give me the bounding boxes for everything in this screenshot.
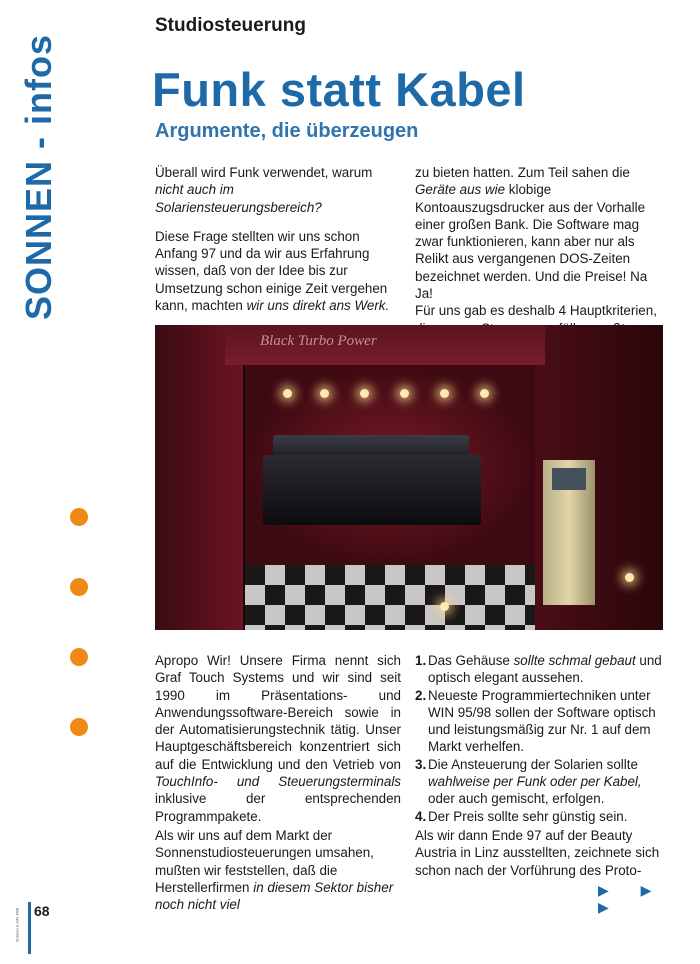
orange-bullet-dot (70, 578, 88, 596)
paragraph (415, 164, 661, 302)
terminal-screen (552, 468, 586, 490)
text: Neueste Programmiertechniken unter WIN 95/98 sollen der Software optisch und leistungsmäßig zur Nr. 1 auf dem Markt verhelfen. (428, 687, 656, 755)
italic-text: Geräte aus wie (415, 182, 506, 198)
italic-text: wir uns direkt ans Werk. (246, 298, 390, 314)
section-label: Studiosteuerung (155, 15, 306, 36)
text-column-5 (155, 827, 401, 925)
text: Das Gehäuse (428, 653, 514, 668)
checkered-floor (245, 565, 535, 630)
orange-bullet-dot (70, 648, 88, 666)
italic-text: wahlweise per Funk oder per Kabel, (428, 774, 642, 790)
list-item (415, 808, 665, 825)
orange-bullet-dot (70, 508, 88, 526)
floor-light (625, 573, 634, 582)
list-item (415, 756, 665, 808)
orange-bullet-dot (70, 718, 88, 736)
ceiling-light (283, 389, 292, 398)
text: Die Ansteuerung der Solarien sollte (428, 756, 638, 772)
paragraph: Für uns gab es deshalb 4 Hauptkriterien, (415, 303, 657, 319)
text-column-2 (415, 164, 661, 349)
ceiling-light (400, 389, 409, 398)
photo-left-wall (155, 325, 243, 630)
criteria-list (415, 652, 665, 825)
page-number: 68 (34, 903, 50, 919)
solarium-bed (263, 455, 481, 525)
paragraph (155, 652, 401, 825)
list-item (415, 687, 665, 756)
article-headline: Funk statt Kabel (152, 63, 526, 116)
italic-text: TouchInfo- und Steuerungsterminals (155, 774, 401, 790)
ceiling-light (480, 389, 489, 398)
italic-text: in diesem Sektor bisher noch nicht viel (155, 879, 394, 913)
ceiling-light (320, 389, 329, 398)
criteria-list-column (415, 652, 665, 825)
text: Als wir uns auf dem Markt der Sonnenstudiosteuerungen umsahen, mußten wir feststellen, daß die Herstellerfirmen (155, 828, 374, 895)
page-number-bar (28, 902, 31, 954)
text: inklusive der entsprechenden Programmpakete. (155, 791, 401, 824)
solarium-photo (155, 325, 663, 630)
italic-text: nicht auch im Solariensteuerungsbereich? (155, 182, 322, 215)
paragraph (155, 228, 401, 314)
paragraph: Als wir dann Ende 97 auf der Beauty Austria in Linz ausstellten, zeichnete sich schon nach der Vorführung des Proto- (415, 828, 660, 878)
text: oder auch gemischt, erfolgen. (428, 791, 605, 807)
text: klobige Kontoauszugsdrucker aus der Vorhalle einer großen Bank. Die Software mag zwar funktionieren, kann aber nur als Relikt aus vergangenen DOS-Zeiten bezeichnet werden. Und die Preise! Na Ja! (415, 182, 648, 302)
ceiling-light (360, 389, 369, 398)
list-number: 3. (415, 756, 427, 772)
photo-sign-text: Black Turbo Power (260, 333, 377, 349)
text: Diese Frage stellten wir uns schon Anfang 97 und da wir aus Erfahrung wissen, daß von der Idee bis zur Umsetzung schon einige Zeit vergehen kann, machten (155, 228, 388, 314)
text: zu bieten hatten. Zum Teil sahen die (415, 165, 630, 180)
list-item (415, 652, 665, 687)
text: Der Preis sollte sehr günstig sein. (428, 808, 628, 824)
list-number: 4. (415, 808, 427, 824)
fine-print (12, 890, 22, 960)
continue-arrows-icon: ▶ ▶ ▶ (598, 882, 666, 915)
floor-light (440, 602, 449, 611)
text-column-3 (155, 652, 401, 837)
list-number: 1. (415, 653, 427, 668)
paragraph (155, 827, 401, 913)
article-subtitle: Argumente, die überzeugen (155, 120, 419, 142)
list-number: 2. (415, 687, 427, 703)
ceiling-light (440, 389, 449, 398)
text: und optisch elegant aussehen. (428, 653, 662, 686)
text-column-1 (155, 164, 401, 326)
text: Überall wird Funk verwendet, warum (155, 165, 373, 180)
italic-text: sollte schmal gebaut (513, 653, 636, 668)
fine-print-text: Sonnen & Info 4/98 (14, 907, 20, 943)
text: Apropo Wir! Unsere Firma nennt sich Graf Touch Systems und wir sind seit 1990 im Präsentations- und Anwendungssoftware-Bereich sowie in der Automatisierungstechnik tätig. Unser Hauptgeschäftsbereich konzentriert sich auf die Entwicklung und den Vetrieb von (155, 653, 401, 772)
paragraph (155, 164, 401, 216)
vertical-title-text: SONNEN - infos (18, 33, 59, 321)
vertical-magazine-title (14, 12, 64, 342)
